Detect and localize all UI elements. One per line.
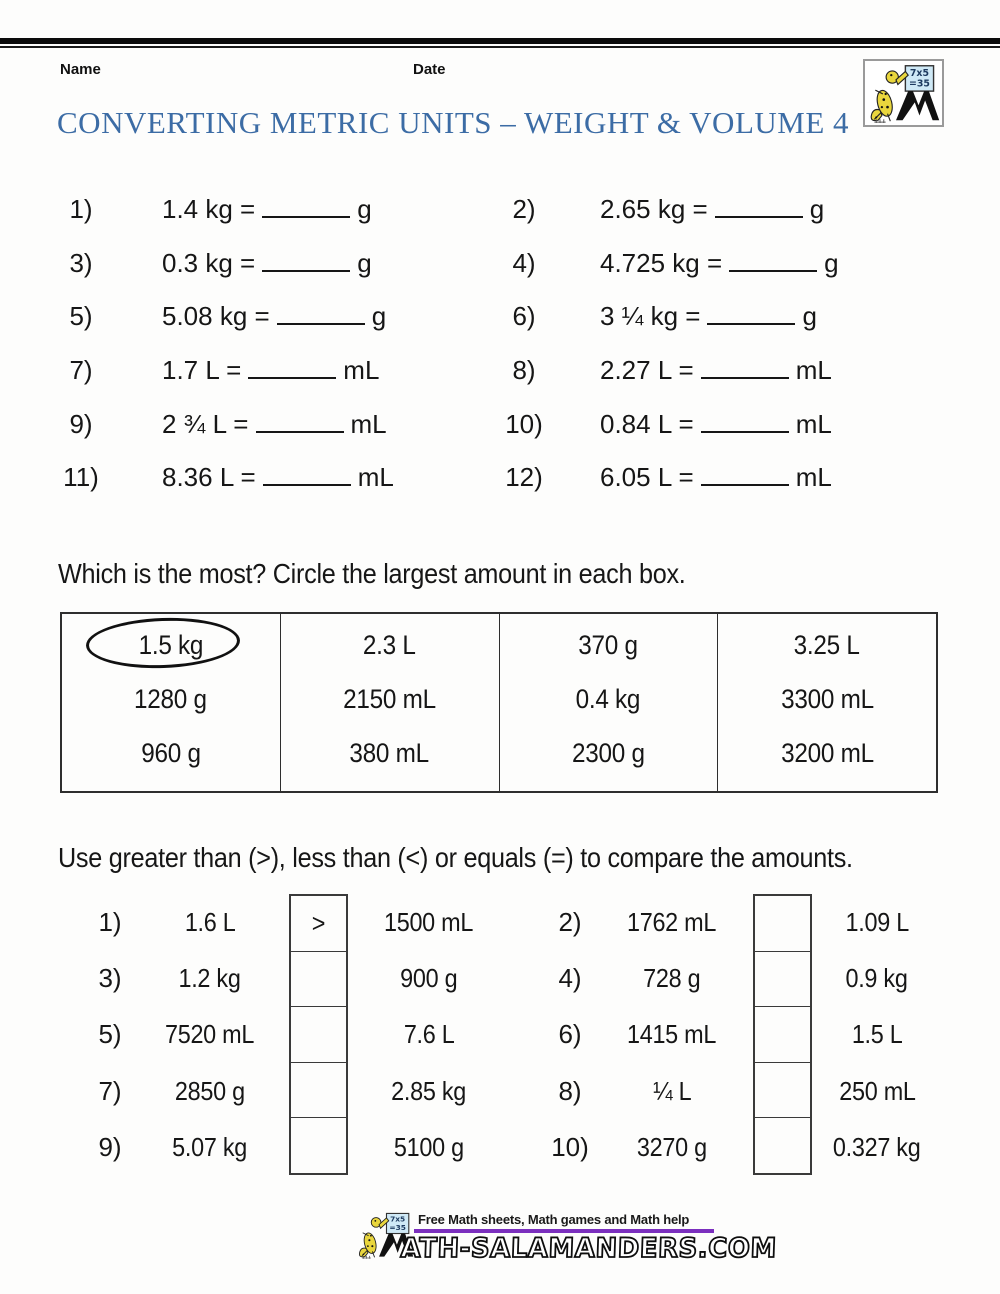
unit-label: mL (357, 462, 394, 493)
comparison-value: 2.85 kg (391, 1075, 467, 1106)
answer-blank[interactable] (715, 193, 803, 218)
amount-value: 1280 g (134, 684, 208, 714)
unit-label: mL (350, 408, 387, 439)
table-cell[interactable] (718, 618, 936, 672)
problem-number: 10) (505, 408, 543, 439)
answer-box-cell[interactable] (291, 1118, 346, 1173)
table-column (499, 614, 718, 791)
comparison-symbol: > (311, 907, 326, 938)
top-rule-thick (0, 38, 1000, 44)
problem-number: 12) (505, 462, 543, 493)
comparison-number: 6) (558, 1019, 582, 1050)
comparison-number: 5) (98, 1019, 122, 1050)
unit-label: mL (795, 355, 832, 386)
table-cell[interactable] (500, 618, 718, 672)
table-cell[interactable] (281, 618, 499, 672)
answer-box-cell[interactable] (291, 952, 346, 1008)
problem-number: 7) (69, 355, 93, 386)
top-rule-thin (0, 46, 1000, 48)
amounts-table (60, 612, 938, 793)
name-label: Name (60, 61, 101, 78)
problem-expression: 2.27 L = (600, 355, 694, 386)
comparison-number: 8) (558, 1075, 582, 1106)
table-cell[interactable] (500, 672, 718, 726)
comparison-number: 9) (98, 1131, 122, 1162)
comparison-number: 1) (98, 907, 122, 937)
problem-text (600, 451, 832, 505)
comparison-value: 900 g (400, 963, 458, 994)
amount-value: 0.4 kg (576, 684, 641, 714)
answer-blank[interactable] (701, 408, 789, 433)
comparison-value: 1415 mL (627, 1019, 717, 1050)
amount-value: 2300 g (572, 738, 645, 768)
easel-m-shape (896, 91, 939, 120)
footer-text (400, 1208, 778, 1264)
answer-box-cell[interactable] (755, 1063, 810, 1119)
logo-board-line2: =35 (389, 1222, 406, 1232)
comparison-value: 1.2 kg (178, 963, 242, 994)
comparison-value: ¼ L (652, 1075, 692, 1106)
problem-row (0, 398, 1000, 452)
date-label: Date (413, 61, 446, 78)
comparison-number: 10) (551, 1131, 589, 1162)
comparison-value: 1.5 L (851, 1019, 903, 1050)
unit-label: g (824, 247, 839, 278)
answer-blank[interactable] (262, 193, 350, 218)
problem-expression: 1.4 kg = (162, 194, 256, 224)
comparison-value: 3270 g (637, 1131, 707, 1162)
problem-row (0, 344, 1000, 398)
problem-expression: 6.05 L = (600, 462, 694, 493)
comparison-value: 1.6 L (184, 907, 236, 937)
unit-label: g (802, 301, 817, 332)
comparison-number: 7) (98, 1075, 122, 1106)
table-cell[interactable] (281, 726, 499, 780)
answer-box-cell[interactable] (755, 1118, 810, 1173)
problem-text (600, 183, 824, 237)
problem-text (162, 344, 379, 398)
answer-box-cell[interactable] (291, 1007, 346, 1063)
answer-box-strip (289, 894, 348, 1175)
problem-row (0, 451, 1000, 505)
footer (356, 1208, 776, 1264)
problem-number: 1) (69, 194, 93, 224)
problem-number: 2) (512, 194, 536, 224)
problem-text (600, 344, 832, 398)
comparison-heading: Use greater than (>), less than (<) or equals (=) to compare the amounts. (58, 842, 853, 873)
unit-label: mL (795, 408, 832, 439)
answer-blank[interactable] (256, 408, 344, 433)
amount-value: 3.25 L (794, 630, 861, 660)
problem-expression: 2.65 kg = (600, 194, 708, 224)
answer-blank[interactable] (248, 354, 336, 379)
table-cell[interactable] (281, 672, 499, 726)
logo-board-line1: 7x5 (909, 68, 930, 80)
brand-wordmark: ATH-SALAMANDERS.COM (400, 1233, 778, 1264)
comparison-value: 0.327 kg (833, 1131, 921, 1162)
answer-blank[interactable] (701, 354, 789, 379)
comparison-row (0, 1006, 1000, 1062)
table-cell[interactable] (62, 672, 280, 726)
problem-expression: 2 ¾ L = (162, 408, 249, 439)
comparison-value: 7.6 L (403, 1019, 455, 1050)
problem-row (0, 237, 1000, 291)
table-column (717, 614, 936, 791)
comparison-number: 3) (98, 963, 122, 994)
table-column (280, 614, 499, 791)
amount-value: 960 g (141, 738, 201, 768)
unit-label: g (809, 194, 825, 224)
table-cell[interactable] (62, 726, 280, 780)
problem-number: 5) (69, 301, 93, 332)
answer-blank[interactable] (277, 301, 365, 326)
answer-blank[interactable] (707, 301, 795, 326)
amount-value: 1.5 kg (138, 630, 204, 660)
amount-value: 3300 mL (780, 684, 874, 714)
unit-label: mL (795, 462, 832, 493)
problem-expression: 5.08 kg = (162, 301, 270, 332)
table-column (62, 614, 280, 791)
logo-board-line1: 7x5 (390, 1214, 406, 1224)
comparison-row (0, 894, 1000, 950)
comparison-value: 5.07 kg (172, 1131, 248, 1162)
problem-number: 4) (512, 247, 536, 278)
unit-label: g (357, 194, 372, 224)
answer-box-strip (753, 894, 812, 1175)
conversion-section (0, 183, 1000, 505)
table-cell[interactable] (718, 672, 936, 726)
problem-number: 9) (69, 408, 93, 439)
answer-box-cell[interactable] (291, 896, 346, 952)
table-cell[interactable] (718, 726, 936, 780)
amount-value: 3200 mL (780, 738, 874, 768)
problem-expression: 0.84 L = (600, 408, 694, 439)
comparison-number: 2) (558, 907, 582, 937)
answer-blank[interactable] (262, 247, 350, 272)
amount-value: 2150 mL (343, 684, 436, 714)
problem-text (162, 398, 387, 452)
unit-label: mL (343, 355, 380, 386)
answer-blank[interactable] (729, 247, 817, 272)
comparison-value: 728 g (643, 963, 701, 994)
comparison-value: 2850 g (175, 1075, 245, 1106)
comparison-row (0, 1119, 1000, 1175)
unit-label: g (357, 247, 372, 278)
comparison-section (0, 894, 1000, 1175)
salamander-easel-icon (866, 62, 941, 124)
logo-board-line2: =35 (909, 78, 930, 90)
footer-tagline: Free Math sheets, Math games and Math help (418, 1212, 690, 1227)
comparison-number: 4) (558, 963, 582, 994)
problem-expression: 1.7 L = (162, 355, 242, 386)
comparison-value: 5100 g (394, 1131, 464, 1162)
ladder-feet (362, 1256, 371, 1259)
problem-text (600, 290, 817, 344)
amount-value: 380 mL (349, 738, 430, 768)
problem-number: 8) (512, 355, 536, 386)
comparison-value: 1.09 L (845, 907, 909, 937)
problem-row (0, 183, 1000, 237)
comparison-value: 7520 mL (165, 1019, 255, 1050)
comparison-row (0, 950, 1000, 1006)
header-logo (863, 59, 944, 127)
page-title: CONVERTING METRIC UNITS – WEIGHT & VOLUME 4 (57, 105, 850, 140)
problem-number: 6) (512, 301, 536, 332)
problem-expression: 3 ¼ kg = (600, 301, 701, 332)
problem-row (0, 290, 1000, 344)
comparison-value: 1762 mL (627, 907, 717, 937)
problem-text (600, 237, 839, 291)
answer-box-cell[interactable] (755, 952, 810, 1008)
amount-value: 2.3 L (363, 630, 416, 660)
comparison-row (0, 1063, 1000, 1119)
problem-expression: 8.36 L = (162, 462, 256, 493)
problem-expression: 4.725 kg = (600, 247, 723, 278)
problem-text (162, 290, 386, 344)
problem-text (162, 183, 372, 237)
answer-blank[interactable] (701, 462, 789, 487)
problem-text (600, 398, 832, 452)
amount-value: 370 g (578, 630, 639, 660)
comparison-value: 0.9 kg (845, 963, 909, 994)
circle-section-heading: Which is the most? Circle the largest amount in each box. (58, 558, 686, 589)
problem-text (162, 451, 394, 505)
unit-label: g (371, 301, 387, 332)
problem-text (162, 237, 372, 291)
comparison-value: 1500 mL (384, 907, 474, 937)
problem-number: 11) (63, 462, 99, 493)
comparison-value: 250 mL (838, 1075, 916, 1106)
table-cell[interactable] (500, 726, 718, 780)
answer-box-cell[interactable] (291, 1063, 346, 1119)
problem-expression: 0.3 kg = (162, 247, 256, 278)
ladder-feet (874, 119, 885, 123)
answer-box-cell[interactable] (755, 896, 810, 952)
answer-box-cell[interactable] (755, 1007, 810, 1063)
problem-number: 3) (69, 247, 93, 278)
answer-blank[interactable] (263, 462, 351, 487)
